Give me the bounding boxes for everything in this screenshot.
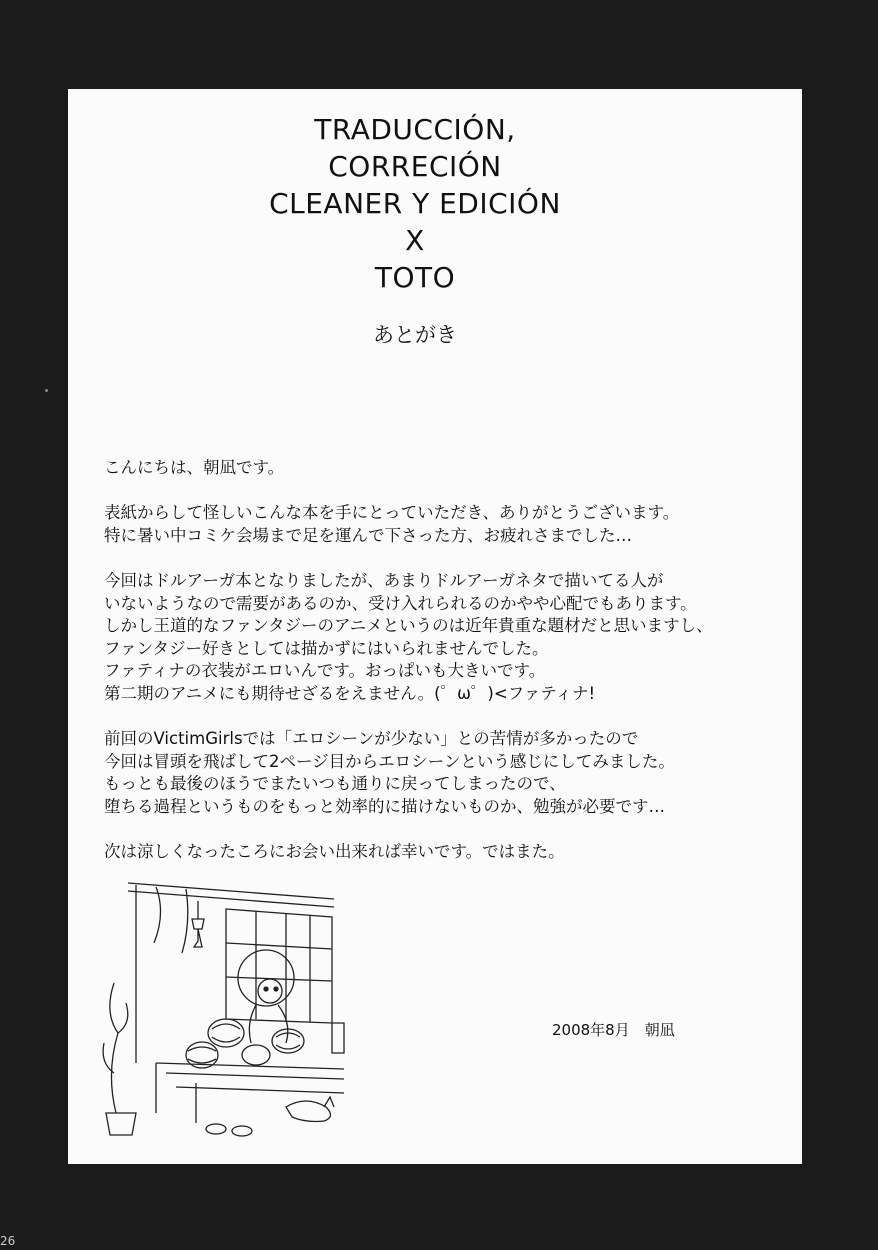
afterword-title: あとがき xyxy=(373,323,457,347)
manga-page xyxy=(68,89,802,1164)
credits-line-3: CLEANER Y EDICIÓN xyxy=(269,187,561,220)
paragraph-4 xyxy=(104,728,794,818)
paragraph-1 xyxy=(104,457,794,480)
scan-speck xyxy=(45,389,48,392)
page-number: 26 xyxy=(0,1234,16,1248)
credits-line-5: TOTO xyxy=(374,261,456,294)
signature-date: 2008年8月 朝凪 xyxy=(552,1021,675,1039)
text-line: いないようなので需要があるのか、受け入れられるのかやや心配でもあります。 xyxy=(104,593,697,613)
credits-line-1: TRADUCCIÓN, xyxy=(314,113,516,146)
text-line: 第二期のアニメにも期待せざるをえません。(゜ω゜)<ファティナ! xyxy=(104,683,596,703)
credits-line-2: CORRECIÓN xyxy=(328,150,502,183)
text-line: 前回のVictimGirlsでは「エロシーンが少ない」との苦情が多かったので xyxy=(104,729,639,749)
text-line: 次は涼しくなったころにお会い出来れば幸いです。ではまた。 xyxy=(104,842,565,862)
paragraph-3 xyxy=(104,570,794,706)
text-line: しかし王道的なファンタジーのアニメというのは近年貴重な題材だと思いますし、 xyxy=(104,616,713,636)
scanlation-credits xyxy=(68,111,762,296)
paragraph-5 xyxy=(104,841,794,864)
text-line: 堕ちる過程というものをもっと効率的に描けないものか、勉強が必要です… xyxy=(104,796,665,816)
text-line: こんにちは、朝凪です。 xyxy=(104,458,285,477)
text-line: ファンタジー好きとしては描かずにはいられませんでした。 xyxy=(104,638,549,658)
porch-sketch-illustration xyxy=(96,873,346,1143)
text-line: 今回は冒頭を飛ばして2ページ目からエロシーンという感じにしてみました。 xyxy=(104,751,675,771)
text-line: ファティナの衣装がエロいんです。おっぱいも大きいです。 xyxy=(104,661,546,681)
credits-line-4: X xyxy=(405,224,425,257)
paragraph-2 xyxy=(104,502,794,547)
afterword-body xyxy=(104,457,794,886)
text-line: 表紙からして怪しいこんな本を手にとっていただき、ありがとうございます。 xyxy=(104,503,680,523)
text-line: 今回はドルアーガ本となりましたが、あまりドルアーガネタで描いてる人が xyxy=(104,570,664,590)
text-line: 特に暑い中コミケ会場まで足を運んで下さった方、お疲れさまでした… xyxy=(104,525,632,545)
text-line: もっとも最後のほうでまたいつも通りに戻ってしまったので、 xyxy=(104,774,566,794)
